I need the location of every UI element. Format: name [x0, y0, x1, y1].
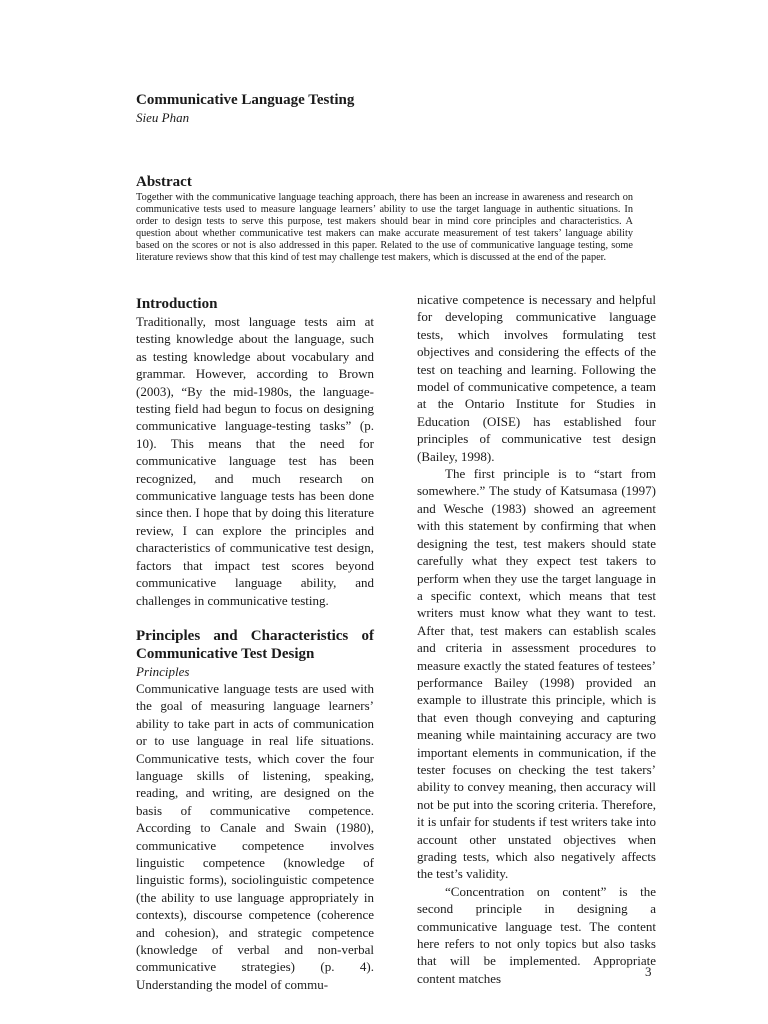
principles-paragraph-left: Communicative language tests are used with the goal of measuring language learners’ ability to take part in acts of communication or to use language in real life situations. Communicative tests, which cover the four language skills of listening, speaking, reading, and writing, are designed on the basis of communicative competence. According to Canale and Swain (1980), communicative competence involves linguistic competence (knowledge of linguistic forms), sociolinguistic competence (the ability to use language appropriately in contexts), discourse competence (coherence and cohesion), and strategic competence (knowledge of verbal and non-verbal communicative strategies) (p. 4). Understanding the model of commu- [136, 680, 374, 992]
abstract-body: Together with the communicative language teaching approach, there has been an increase in awareness and research on communicative tests used to measure language learners’ ability to use the target language in authentic situations. In order to design tests to serve this purpose, test makers should bear in mind core principles and characteristics. A question about whether communicative test makers can make accurate measurement of test takers’ language ability based on the scores or not is also addressed in this paper. Related to the use of communicative language testing, some literature reviews show that this kind of test may challenge test makers, which is discussed at the end of the paper. [136, 192, 633, 264]
right-column [417, 291, 656, 987]
paper-title: Communicative Language Testing [136, 92, 355, 108]
introduction-heading: Introduction [136, 296, 218, 312]
second-principle-paragraph: “Concentration on content” is the second principle in designing a communicative language test. The content here refers to not only topics but also tasks that will be implemented. Appropriate content matches [417, 883, 656, 986]
abstract-heading: Abstract [136, 174, 192, 190]
left-column [136, 295, 374, 993]
introduction-paragraph: Traditionally, most language tests aim at testing knowledge about the language, such as testing knowledge about vocabulary and grammar. However, according to Brown (2003), “By the mid-1980s, the language-testing field had begun to focus on designing communicative language-testing tasks” (p. 10). This means that the need for communicative language test has been recognized, and much research on communicative language tests has been done since then. I hope that by doing this literature review, I can explore the principles and characteristics of communicative test design, factors that impact test scores beyond communicative language ability, and challenges in communicative testing. [136, 314, 374, 608]
principles-heading: Principles and Characteristics of Communicative Test Design [136, 627, 374, 662]
principles-paragraph-continued: nicative competence is necessary and helpful for developing communicative language tests, which involves formulating test objectives and considering the effects of the test on teaching and learning. Following the model of communicative competence, a team at the Ontario Institute for Studies in Education (OISE) has established four principles of communicative test design (Bailey, 1998). [417, 292, 656, 464]
paper-author: Sieu Phan [136, 110, 190, 125]
first-principle-paragraph: The first principle is to “start from somewhere.” The study of Katsumasa (1997) and Wesche (1983) showed an agreement with this statement by confirming that when designing the test, test makers should state carefully what they expect test takers to perform when they use the target language in a specific context, which means that test writers must know what they want to test. After that, test makers can establish scales and criteria in assessment procedures to measure exactly the stated features of testees’ performance Bailey (1998) provided an example to illustrate this principle, which is that even though conveying and capturing meaning while maintaining accuracy are two important elements in communication, if the tester focuses on checking the test takers’ ability to convey meaning, then accuracy will not be put into the scoring criteria. Therefore, it is unfair for students if test writers take into account other unstated objectives when grading tests, which also negatively affects the test’s validity. [417, 466, 656, 882]
page-number: 3 [645, 964, 652, 979]
principles-subheading: Principles [136, 663, 190, 679]
